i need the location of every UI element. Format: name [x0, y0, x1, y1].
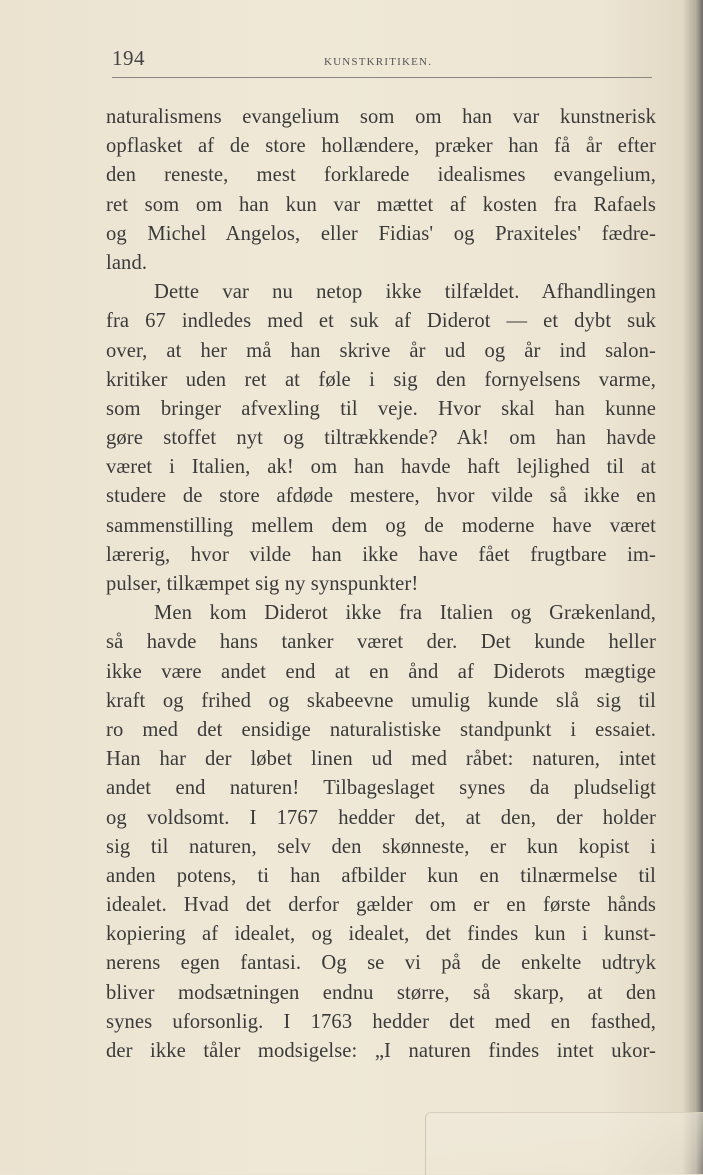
text-line: over, at her må han skrive år ud og år ind salon- [106, 339, 656, 362]
text-line: synes uforsonlig. I 1763 hedder det med en fasthed, [106, 1010, 656, 1033]
text-line: der ikke tåler modsigelse: „I naturen findes intet ukor- [106, 1040, 656, 1062]
text-line: nerens egen fantasi. Og se vi på de enkelte udtryk [106, 952, 656, 975]
text-line: ikke være andet end at en ånd af Diderots mægtige [106, 660, 656, 683]
text-line: og voldsomt. I 1767 hedder det, at den, der holder [106, 806, 656, 829]
text-line: gøre stoffet nyt og tiltrækkende? Ak! om han havde [106, 427, 656, 450]
body-text [106, 103, 656, 1066]
text-line: ro med det ensidige naturalistiske standpunkt i essaiet. [106, 718, 656, 741]
text-line: andet end naturen! Tilbageslaget synes da pludseligt [106, 777, 656, 800]
text-line: Dette var nu netop ikke tilfældet. Afhandlingen [154, 281, 656, 304]
text-line: anden potens, ti han afbilder kun en tilnærmelse til [106, 864, 656, 887]
text-line: som bringer afvexling til veje. Hvor skal han kunne [106, 397, 656, 420]
text-line: idealet. Hvad det derfor gælder om er en første hånds [106, 894, 656, 917]
text-line: ret som om han kun var mættet af kosten fra Rafaels [106, 193, 656, 216]
page-corner-mark [425, 1112, 703, 1175]
text-line: bliver modsætningen endnu større, så skarp, at den [106, 981, 656, 1004]
text-line: land. [106, 251, 148, 274]
text-line: pulser, tilkæmpet sig ny synspunkter! [106, 573, 419, 595]
text-line: Han har der løbet linen ud med råbet: naturen, intet [106, 748, 656, 771]
header-rule [112, 77, 652, 78]
text-line: sammenstilling mellem dem og de moderne have været [106, 514, 656, 537]
text-line: lærerig, hvor vilde han ikke have fået frugtbare im- [106, 543, 656, 566]
text-line: været i Italien, ak! om han havde haft lejlighed til at [106, 456, 656, 479]
text-line: fra 67 indledes med et suk af Diderot — et dybt suk [106, 310, 656, 333]
running-title: KUNSTKRITIKEN. [324, 56, 433, 68]
text-line: Men kom Diderot ikke fra Italien og Grækenland, [154, 602, 656, 625]
text-line: den reneste, mest forklarede idealismes evangelium, [106, 164, 656, 187]
text-line: kritiker uden ret at føle i sig den fornyelsens varme, [106, 368, 656, 391]
text-line: og Michel Angelos, eller Fidias' og Praxiteles' fædre- [106, 222, 656, 245]
text-line: sig til naturen, selv den skønneste, er kun kopist i [106, 835, 656, 858]
page-edge-shadow [695, 0, 703, 1174]
text-line: kopiering af idealet, og idealet, det findes kun i kunst- [106, 923, 656, 946]
text-line: studere de store afdøde mestere, hvor vilde så ikke en [106, 485, 656, 508]
text-line: naturalismens evangelium som om han var kunstnerisk [106, 106, 656, 128]
page-number: 194 [112, 46, 145, 70]
text-line: så havde hans tanker været der. Det kunde heller [106, 631, 656, 654]
text-line: kraft og frihed og skabeevne umulig kunde slå sig til [106, 689, 656, 712]
page-header [112, 42, 652, 78]
text-line: opflasket af de store hollændere, præker han få år efter [106, 135, 656, 158]
